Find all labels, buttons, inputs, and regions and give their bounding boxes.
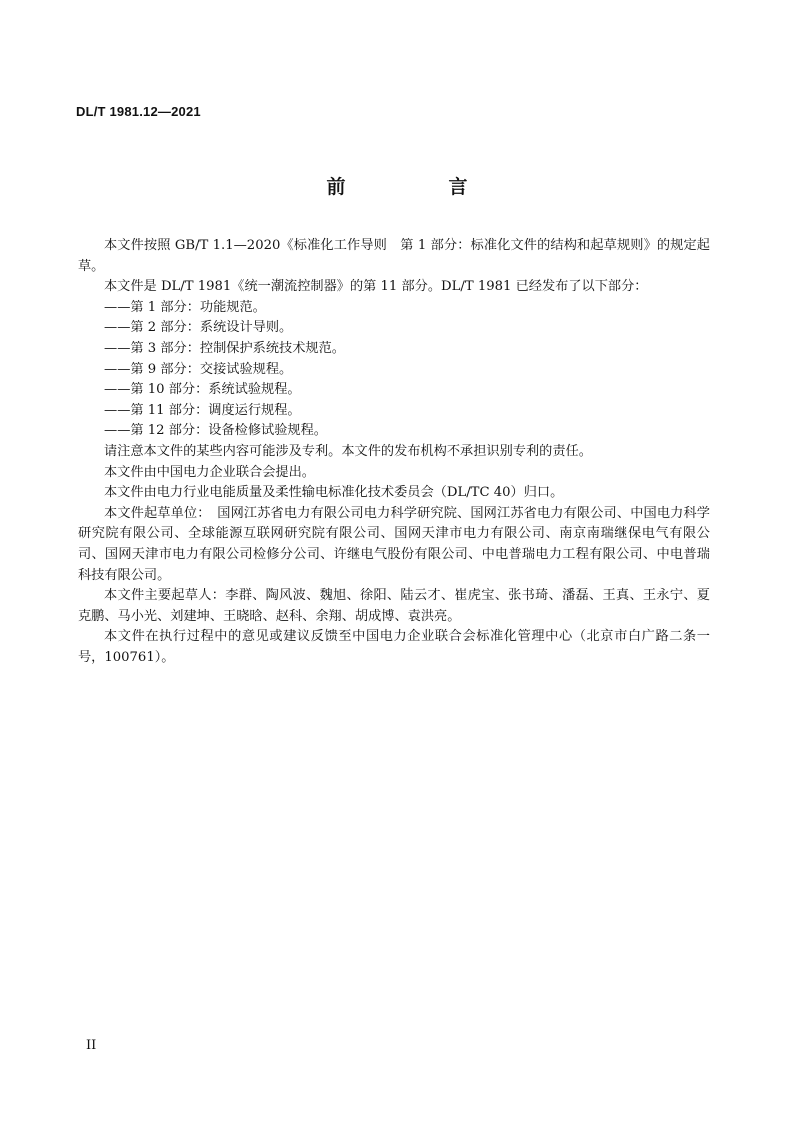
list-item-part-12: ——第 12 部分：设备检修试验规程。 — [104, 423, 327, 439]
page-title: 前 言 — [326, 176, 510, 198]
page-number: II — [86, 1038, 97, 1053]
paragraph-centralized-by: 本文件由电力行业电能质量及柔性输电标准化技术委员会（DL/TC 40）归口。 — [104, 485, 564, 501]
list-item-part-11: ——第 11 部分：调度运行规程。 — [104, 402, 301, 418]
list-item-part-2: ——第 2 部分：系统设计导则。 — [104, 320, 293, 336]
paragraph-drafting-rules: 本文件按照 GB/T 1.1—2020《标准化工作导则 第 1 部分：标准化文件的结构和起草规则》的规定起草。 — [78, 238, 710, 274]
list-item-part-9: ——第 9 部分：交接试验规程。 — [104, 361, 293, 377]
list-item-part-3: ——第 3 部分：控制保护系统技术规范。 — [104, 340, 345, 356]
paragraph-drafting-units: 本文件起草单位： 国网江苏省电力有限公司电力科学研究院、国网江苏省电力有限公司、中国电力科学研究院有限公司、全球能源互联网研究院有限公司、国网天津市电力有限公司、南京南瑞继保电气有限公司、国网天津市电力有限公司检修分公司、许继电气股份有限公司、中电普瑞电力工程有限公司、中电普瑞科技有限公司。 — [78, 505, 710, 583]
paragraph-proposed-by: 本文件由中国电力企业联合会提出。 — [104, 464, 315, 480]
paragraph-drafters: 本文件主要起草人：李群、陶风波、魏旭、徐阳、陆云才、崔虎宝、张书琦、潘磊、王真、王永宁、夏克鹏、马小光、刘建坤、王晓晗、赵科、余翔、胡成博、袁洪亮。 — [78, 588, 710, 624]
list-item-part-10: ——第 10 部分：系统试验规程。 — [104, 382, 301, 398]
paragraph-parts-intro: 本文件是 DL/T 1981《统一潮流控制器》的第 11 部分。DL/T 1981 已经发布了以下部分： — [104, 279, 648, 295]
foreword-body — [78, 236, 710, 668]
paragraph-patent-notice: 请注意本文件的某些内容可能涉及专利。本文件的发布机构不承担识别专利的责任。 — [104, 443, 592, 459]
standard-number: DL/T 1981.12—2021 — [76, 104, 201, 119]
list-item-part-1: ——第 1 部分：功能规范。 — [104, 299, 266, 315]
paragraph-feedback: 本文件在执行过程中的意见或建议反馈至中国电力企业联合会标准化管理中心（北京市白广路二条一号，100761）。 — [78, 629, 710, 665]
